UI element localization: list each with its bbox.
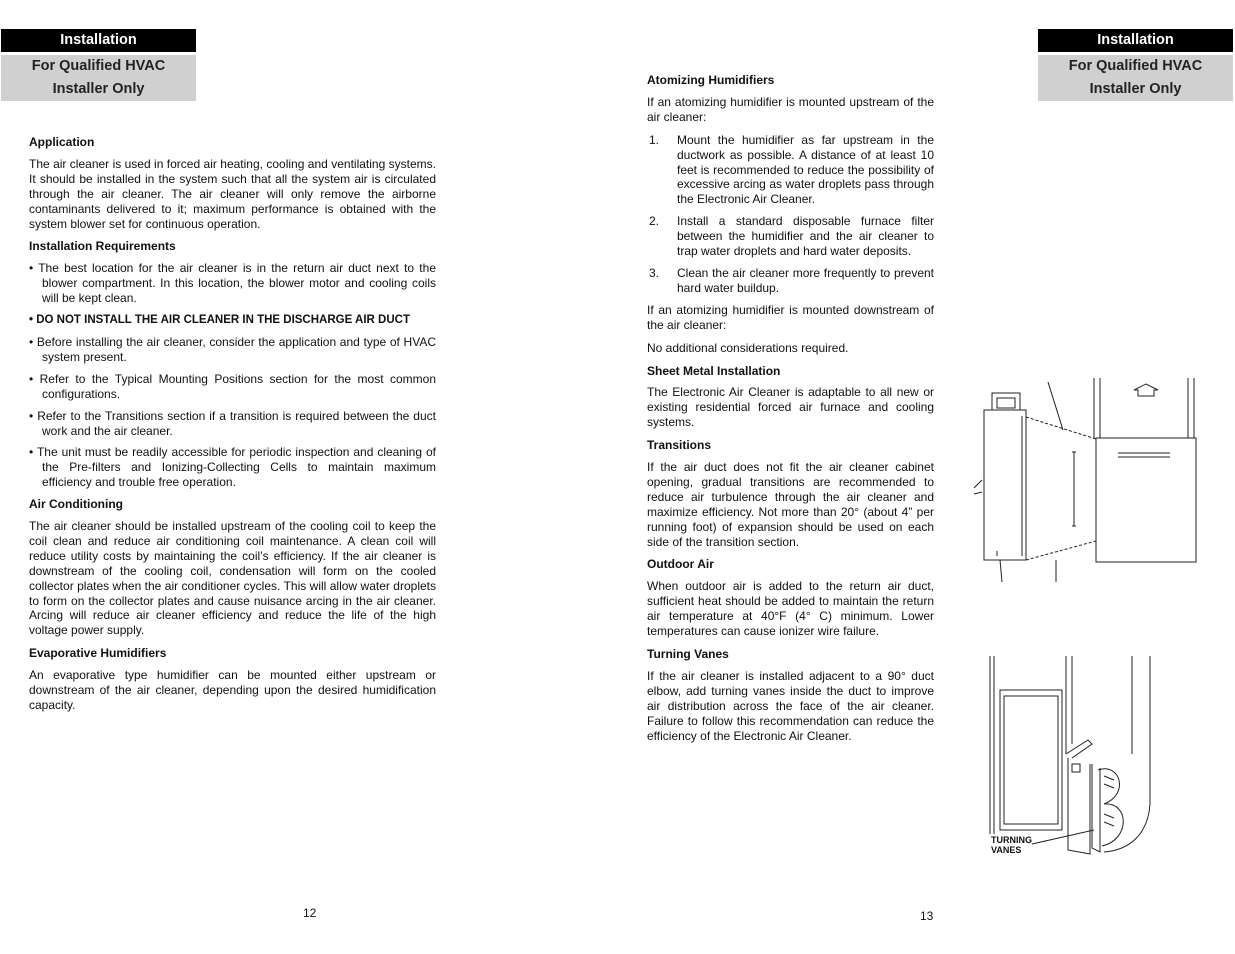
turning-vanes-diagram <box>980 654 1165 860</box>
turning-vanes-heading: Turning Vanes <box>647 647 729 661</box>
header-tab-left <box>1 29 196 101</box>
cabinet-door <box>1000 690 1062 830</box>
outdoor-air-body: When outdoor air is added to the return air duct, sufficient heat should be added to maintain the return air temperature at 40°F (4° C) minimum. Lower temperatures can cause ionizer wire failure. <box>647 579 934 639</box>
transition-diagram <box>970 376 1202 588</box>
requirement-item: • Refer to the Typical Mounting Positions section for the most common configurations. <box>29 371 436 401</box>
atomizing-intro: If an atomizing humidifier is mounted upstream of the air cleaner: <box>647 94 934 124</box>
air-conditioning-body: The air cleaner should be installed upstream of the cooling coil to keep the coil clean and reduce air conditioning coil maintenance. A clean coil will reduce utility costs by maintaining the coil’s efficiency. If the air cleaner is downstream of the cooling coil, condensation will form on the cooled collector plates when the air conditioner cycles. This will allow water droplets to form on the collector plates and cause nuisance arcing in the air cleaner. Arcing will reduce air cleaner efficiency and reduce the life of the high voltage power supply. <box>29 519 436 638</box>
section-title: Installation <box>1 29 196 52</box>
application-body: The air cleaner is used in forced air heating, cooling and ventilating systems. It should be installed in the system such that all the system air is circulated through the air cleaner. The air cleaner will only remove the airborne contaminants delivered to it; maximum performance is obtained with the system blower set for continuous operation. <box>29 156 436 231</box>
right-page-column <box>647 73 934 751</box>
section-title: Installation <box>1038 29 1233 52</box>
evaporative-heading: Evaporative Humidifiers <box>29 646 167 661</box>
transitions-body: If the air duct does not fit the air cleaner cabinet opening, gradual transitions are recommended to reduce air turbulence through the air cleaner and maximize efficiency. Not more than 20° (about 4” per running foot) of expansion should be used on each side of the transition section. <box>647 460 934 549</box>
sheet-metal-body: The Electronic Air Cleaner is adaptable to all new or existing residential forced air furnace and cooling systems. <box>647 385 934 430</box>
audience-label: For Qualified HVAC Installer Only <box>1038 55 1233 101</box>
atomizing-heading: Atomizing Humidifiers <box>647 73 775 87</box>
air-cleaner-cabinet <box>984 410 1026 560</box>
requirement-item: • The unit must be readily accessible for periodic inspection and cleaning of the Pre-filters and Ionizing-Collecting Cells to maintain maximum efficiency and trouble free operation. <box>29 445 436 490</box>
sheet-metal-heading: Sheet Metal Installation <box>647 363 781 378</box>
turning-vanes-label-line1: TURNING <box>991 835 1032 845</box>
turning-vanes-label-line2: VANES <box>991 845 1022 855</box>
left-page-column <box>29 135 436 721</box>
evaporative-body: An evaporative type humidifier can be mounted either upstream or downstream of the air cleaner, depending upon the desired humidification capacity. <box>29 668 436 712</box>
airflow-arrow-icon <box>1134 384 1158 396</box>
application-heading: Application <box>29 135 95 149</box>
atomizing-step: 2. Install a standard disposable furnace filter between the humidifier and the air cleaner to trap water droplets and hard water deposits. <box>649 214 934 259</box>
requirements-heading: Installation Requirements <box>29 239 176 254</box>
outdoor-air-heading: Outdoor Air <box>647 557 714 572</box>
page-number-right: 13 <box>920 909 934 923</box>
requirement-item: • Before installing the air cleaner, consider the application and type of HVAC system present. <box>29 334 436 364</box>
header-tab-right <box>1038 29 1233 101</box>
transitions-heading: Transitions <box>647 438 712 453</box>
atomizing-step: 1. Mount the humidifier as far upstream in the ductwork as possible. A distance of at least 10 feet is recommended to reduce the possibility of excessive arcing as water droplets pass through the Electronic Air Cleaner. <box>649 132 934 207</box>
air-cleaner-top-module <box>992 393 1020 410</box>
turning-vanes-body: If the air cleaner is installed adjacent to a 90° duct elbow, add turning vanes inside the duct to improve air distribution across the face of the air cleaner. Failure to follow this recommendation can reduce the efficiency of the Electronic Air Cleaner. <box>647 668 934 743</box>
air-conditioning-heading: Air Conditioning <box>29 497 123 512</box>
requirement-warning: • DO NOT INSTALL THE AIR CLEANER IN THE DISCHARGE AIR DUCT <box>29 314 410 327</box>
atomizing-downstream: If an atomizing humidifier is mounted downstream of the air cleaner: <box>647 302 934 332</box>
audience-label: For Qualified HVAC Installer Only <box>1 55 196 101</box>
atomizing-step: 3. Clean the air cleaner more frequently to prevent hard water buildup. <box>649 265 934 295</box>
requirement-item: • Refer to the Transitions section if a transition is required between the duct work and the air cleaner. <box>29 408 436 438</box>
requirement-item: • The best location for the air cleaner is in the return air duct next to the blower compartment. In this location, the blower motor and cooling coils will be kept clean. <box>29 261 436 306</box>
page-number-left: 12 <box>303 906 317 920</box>
atomizing-none: No additional considerations required. <box>647 340 849 355</box>
vane-curves <box>1098 769 1123 846</box>
